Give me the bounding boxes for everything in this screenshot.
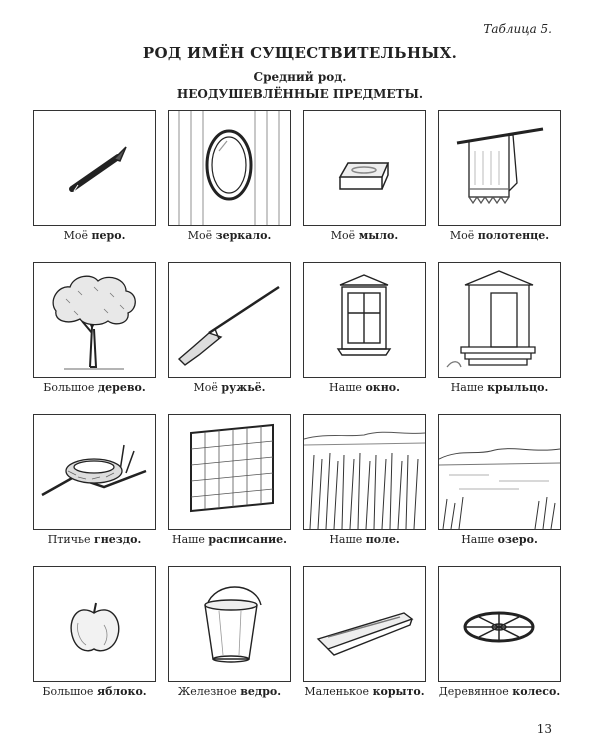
card-trough [303,566,426,718]
caption-word: расписание. [208,533,287,546]
page-title: РОД ИМЁН СУЩЕСТВИТЕЛЬНЫХ. [142,44,458,62]
caption-word: ружьё. [221,381,266,394]
page-subtitle: Средний род. [253,70,347,84]
card-window [303,262,426,414]
trough-icon [303,566,426,682]
card-apple [33,566,156,718]
lake-icon [438,414,561,530]
card-pen [33,110,156,262]
caption-word: полотенце. [477,229,550,242]
caption-prefix: Наше [329,533,363,546]
table-number: Таблица 5. [483,22,552,36]
card-schedule [168,414,291,566]
caption-prefix: Моё [193,381,218,394]
caption-prefix: Наше [461,533,495,546]
page-subtitle-category: НЕОДУШЕВЛЁННЫЕ ПРЕДМЕТЫ. [176,87,424,101]
caption-prefix: Птичье [47,533,91,546]
caption-prefix: Моё [449,229,475,242]
caption-word: перо. [91,229,126,242]
caption-word: гнездо. [93,533,142,546]
window-icon [303,262,426,378]
caption-word: ведро. [240,685,282,698]
caption-prefix: Наше [329,381,362,394]
card-nest [33,414,156,566]
caption-word: крыльцо. [487,381,549,394]
rifle-icon [168,262,291,378]
bucket-icon [168,566,291,682]
towel-icon [438,110,561,226]
caption-prefix: Моё [187,229,213,242]
caption-prefix: Деревянное [438,685,509,698]
picture-grid [33,110,561,718]
page-number: 13 [536,722,552,736]
caption-prefix: Железное [177,685,237,698]
caption-prefix: Большое [42,685,94,698]
card-tree [33,262,156,414]
caption-prefix: Наше [172,533,205,546]
card-bucket [168,566,291,718]
card-field [303,414,426,566]
caption-word: окно. [365,381,400,394]
nest-icon [33,414,156,530]
card-soap [303,110,426,262]
tree-icon [33,262,156,378]
caption-word: мыло. [358,229,399,242]
card-porch [438,262,561,414]
caption-word: поле. [365,533,400,546]
caption-prefix: Большое [43,381,95,394]
apple-icon [33,566,156,682]
schedule-icon [168,414,291,530]
caption-word: корыто. [372,685,425,698]
caption-word: зеркало. [215,229,272,242]
pen-nib-icon [33,110,156,226]
caption-word: озеро. [497,533,538,546]
caption-prefix: Наше [450,381,484,394]
caption-word: яблоко. [96,685,147,698]
card-wheel [438,566,561,718]
caption-word: дерево. [97,381,146,394]
mirror-icon [168,110,291,226]
caption-prefix: Моё [330,229,356,242]
soap-icon [303,110,426,226]
caption-prefix: Маленькое [304,685,370,698]
wheel-icon [438,566,561,682]
field-icon [303,414,426,530]
caption-prefix: Моё [63,229,88,242]
card-mirror [168,110,291,262]
card-lake [438,414,561,566]
porch-icon [438,262,561,378]
card-rifle [168,262,291,414]
card-towel [438,110,561,262]
caption-word: колесо. [512,685,561,698]
